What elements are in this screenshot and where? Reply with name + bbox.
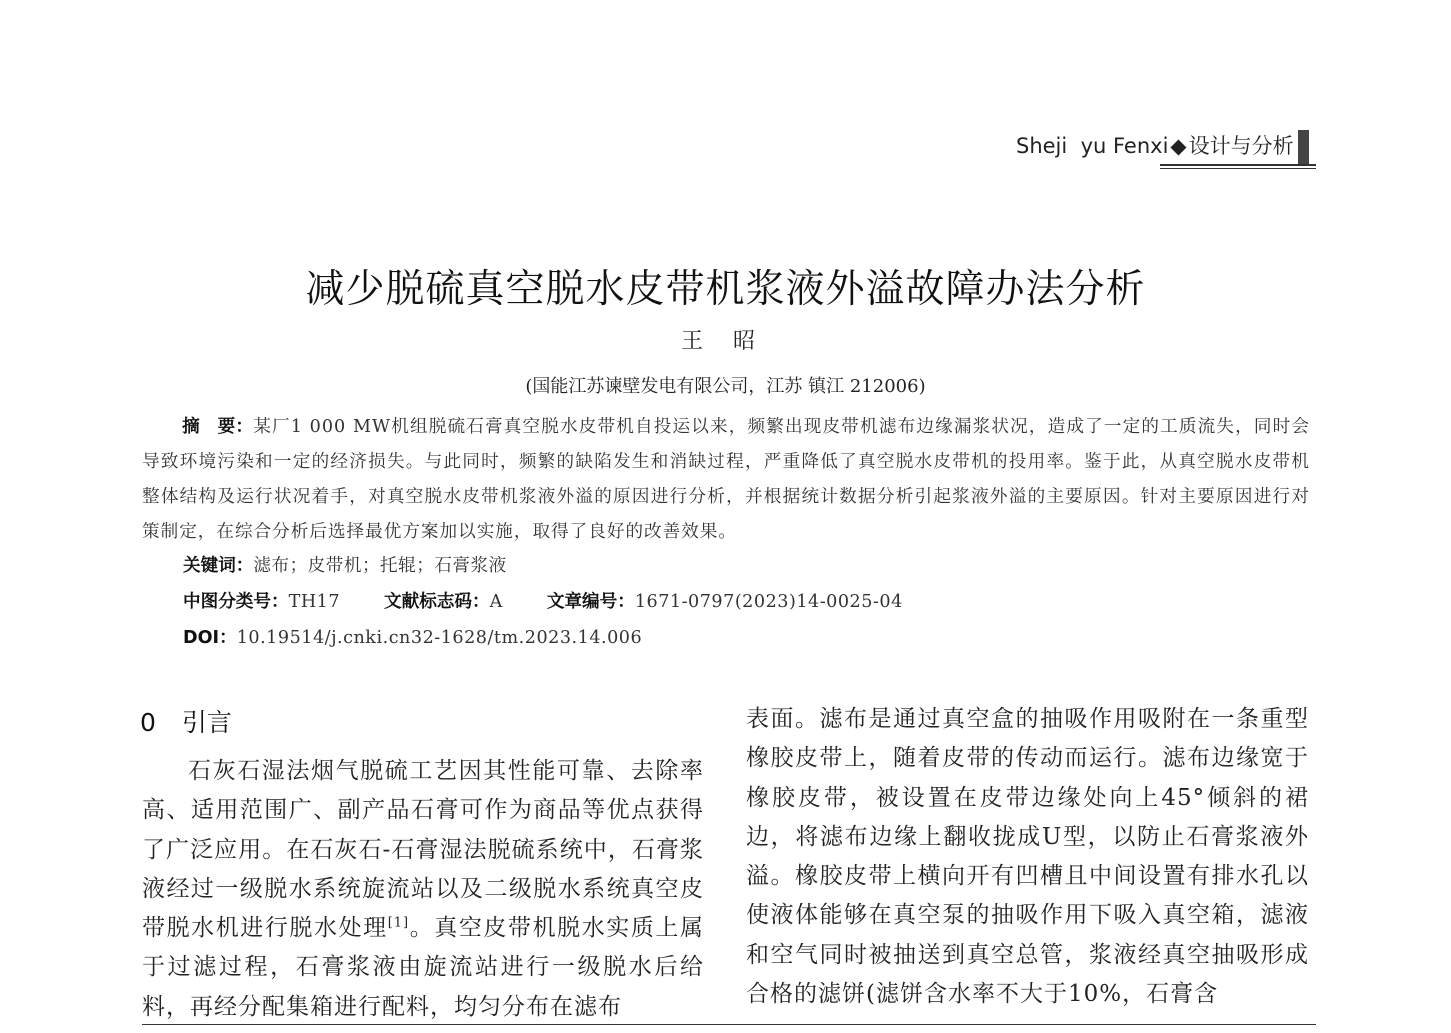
header-column-name: 设计与分析: [1188, 134, 1294, 158]
citation-ref: [1]: [387, 915, 410, 931]
clc-label: 中图分类号：: [183, 592, 289, 612]
author-affiliation: (国能江苏谏壁发电有限公司，江苏 镇江 212006): [525, 376, 926, 397]
paper-title: 减少脱硫真空脱水皮带机浆液外溢故障办法分析: [305, 267, 1146, 312]
section-heading: [140, 703, 232, 739]
body-paragraph-continued: 表面。滤布是通过真空盒的抽吸作用吸附在一条重型橡胶皮带上，随着皮带的传动而运行。滤布边缘宽于橡胶皮带，被设置在皮带边缘处向上45°倾斜的裙边，将滤布边缘上翻收拢成U型，以防止石膏浆液外溢。橡胶皮带上横向开有凹槽且中间设置有排水孔以使液体能够在真空泵的抽吸作用下吸入真空箱，滤液和空气同时被抽送到真空总管，浆液经真空抽吸形成合格的滤饼(滤饼含水率不大于10%，石膏含: [746, 706, 1309, 1008]
header-rule-thin: [1160, 168, 1316, 169]
header-diamond-separator: ◆: [1170, 134, 1187, 158]
running-header: [1016, 130, 1294, 160]
body-paragraph: [142, 752, 704, 1027]
keywords-line: [183, 552, 507, 577]
body-text-part1: 石灰石湿法烟气脱硫工艺因其性能可靠、去除率高、适用范围广、副产品石膏可作为商品等优点获得了广泛应用。在石灰石-石膏湿法脱硫系统中，石膏浆液经过一级脱水系统旋流站以及二级脱水系统真空皮带脱水机进行脱水处理: [142, 758, 704, 942]
doi-value: 10.19514/j.cnki.cn32-1628/tm.2023.14.006: [236, 628, 643, 648]
keywords-text: 滤布；皮带机；托辊；石膏浆液: [253, 556, 507, 576]
body-column-right: [746, 700, 1309, 1014]
section-number: 0: [140, 708, 156, 737]
clc-value: TH17: [288, 592, 341, 612]
keywords-label: 关键词：: [183, 556, 254, 576]
classification-line: [183, 588, 903, 613]
body-text-part2: 。真空皮带机脱水实质上属于过滤过程，石膏浆液由旋流站进行一级脱水后给料，再经分配集箱进行配料，均匀分布在滤布: [142, 915, 705, 1020]
doi-label: DOI：: [183, 628, 237, 648]
doi-line: [183, 624, 642, 649]
abstract: [142, 410, 1310, 550]
abstract-text: 某厂1 000 MW机组脱硫石膏真空脱水皮带机自投运以来，频繁出现皮带机滤布边缘漏浆状况，造成了一定的工质流失，同时会导致环境污染和一定的经济损失。与此同时，频繁的缺陷发生和消缺过程，严重降低了真空脱水皮带机的投用率。鉴于此，从真空脱水皮带机整体结构及运行状况着手，对真空脱水皮带机浆液外溢的原因进行分析，并根据统计数据分析引起浆液外溢的主要原因。针对主要原因进行对策制定，在综合分析后选择最优方案加以实施，取得了良好的改善效果。: [142, 417, 1310, 542]
header-rule: [1160, 164, 1316, 166]
author-name: 王昭: [680, 329, 785, 354]
header-pinyin: Sheji yu Fenxi: [1016, 134, 1169, 158]
header-bar-decoration: [1298, 130, 1309, 164]
doc-code-label: 文献标志码：: [384, 592, 490, 612]
doc-code-value: A: [489, 592, 503, 612]
body-column-left: [142, 752, 704, 1027]
section-title: 引言: [181, 708, 232, 737]
article-number-value: 1671-0797(2023)14-0025-04: [634, 592, 903, 612]
page-bottom-rule: [142, 1024, 1316, 1025]
article-number-label: 文章编号：: [546, 592, 635, 612]
abstract-label: 摘 要：: [182, 417, 254, 437]
